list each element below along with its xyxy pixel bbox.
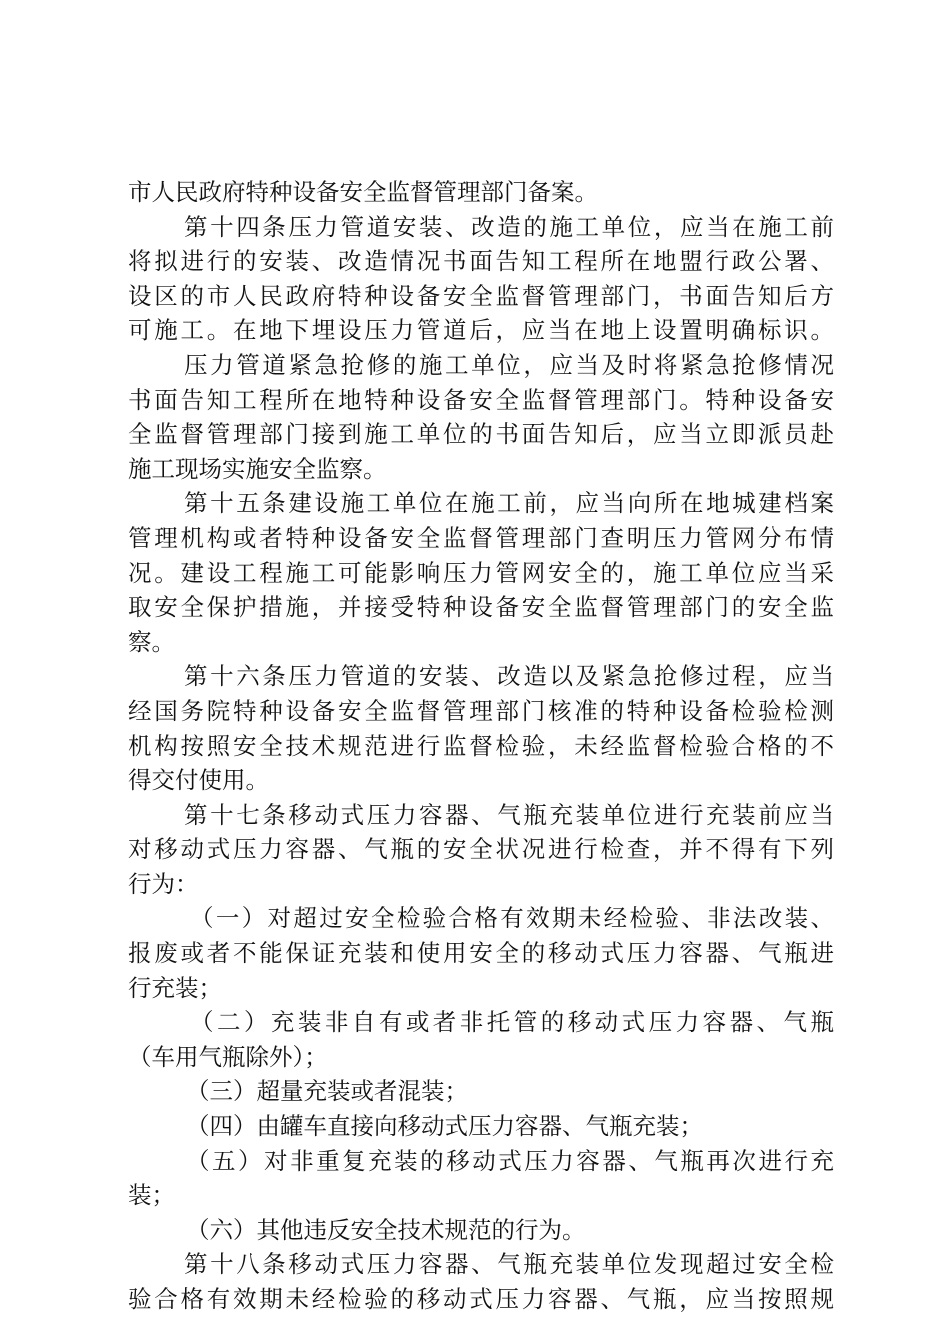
list-item-4-line: （四）由罐车直接向移动式压力容器、气瓶充装； <box>186 1112 703 1141</box>
paragraph-line: 验合格有效期未经检验的移动式压力容器、气瓶，应当按照规 <box>128 1285 834 1313</box>
paragraph-line: 施工现场实施安全监察。 <box>128 454 387 483</box>
paragraph-line: 察。 <box>128 627 175 656</box>
paragraph-line: 全监督管理部门接到施工单位的书面告知后，应当立即派员赴 <box>128 420 834 449</box>
list-item-1-line: （一）对超过安全检验合格有效期未经检验、非法改装、 <box>190 904 834 933</box>
paragraph-line: 报废或者不能保证充装和使用安全的移动式压力容器、气瓶进 <box>128 939 834 968</box>
paragraph-line: 机构按照安全技术规范进行监督检验，未经监督检验合格的不 <box>128 731 834 760</box>
paragraph-line: 装； <box>128 1181 175 1210</box>
paragraph-line: 得交付使用。 <box>128 766 269 795</box>
paragraph-line: 设区的市人民政府特种设备安全监督管理部门，书面告知后方 <box>128 281 834 310</box>
list-item-2-line: （二）充装非自有或者非托管的移动式压力容器、气瓶 <box>190 1008 834 1037</box>
article-15-heading-line: 第十五条建设施工单位在施工前，应当向所在地城建档案 <box>184 489 834 518</box>
paragraph-line: 取安全保护措施，并接受特种设备安全监督管理部门的安全监 <box>128 593 834 622</box>
paragraph-line: 行为： <box>128 869 199 898</box>
paragraph-line: 对移动式压力容器、气瓶的安全状况进行检查，并不得有下列 <box>128 835 834 864</box>
article-14-heading-line: 第十四条压力管道安装、改造的施工单位，应当在施工前 <box>184 212 834 241</box>
list-item-3-line: （三）超量充装或者混装； <box>186 1077 468 1106</box>
document-body <box>128 175 834 1317</box>
list-item-6-line: （六）其他违反安全技术规范的行为。 <box>186 1215 586 1244</box>
paragraph-line: （车用气瓶除外）； <box>128 1042 328 1071</box>
paragraph-line: 况。建设工程施工可能影响压力管网安全的，施工单位应当采 <box>128 558 834 587</box>
paragraph-line: 市人民政府特种设备安全监督管理部门备案。 <box>128 178 598 206</box>
paragraph-line: 经国务院特种设备安全监督管理部门核准的特种设备检验检测 <box>128 696 834 725</box>
paragraph-line: 可施工。在地下埋设压力管道后，应当在地上设置明确标识。 <box>128 316 834 345</box>
article-16-heading-line: 第十六条压力管道的安装、改造以及紧急抢修过程，应当 <box>184 662 834 691</box>
paragraph-line: 管理机构或者特种设备安全监督管理部门查明压力管网分布情 <box>128 523 834 552</box>
paragraph-line: 行充装； <box>128 973 222 1002</box>
article-18-heading-line: 第十八条移动式压力容器、气瓶充装单位发现超过安全检 <box>184 1250 834 1279</box>
paragraph-start-line: 压力管道紧急抢修的施工单位，应当及时将紧急抢修情况 <box>184 350 834 379</box>
paragraph-line: 将拟进行的安装、改造情况书面告知工程所在地盟行政公署、 <box>128 247 834 276</box>
list-item-5-line: （五）对非重复充装的移动式压力容器、气瓶再次进行充 <box>186 1146 834 1175</box>
paragraph-line: 书面告知工程所在地特种设备安全监督管理部门。特种设备安 <box>128 385 834 414</box>
article-17-heading-line: 第十七条移动式压力容器、气瓶充装单位进行充装前应当 <box>184 800 834 829</box>
